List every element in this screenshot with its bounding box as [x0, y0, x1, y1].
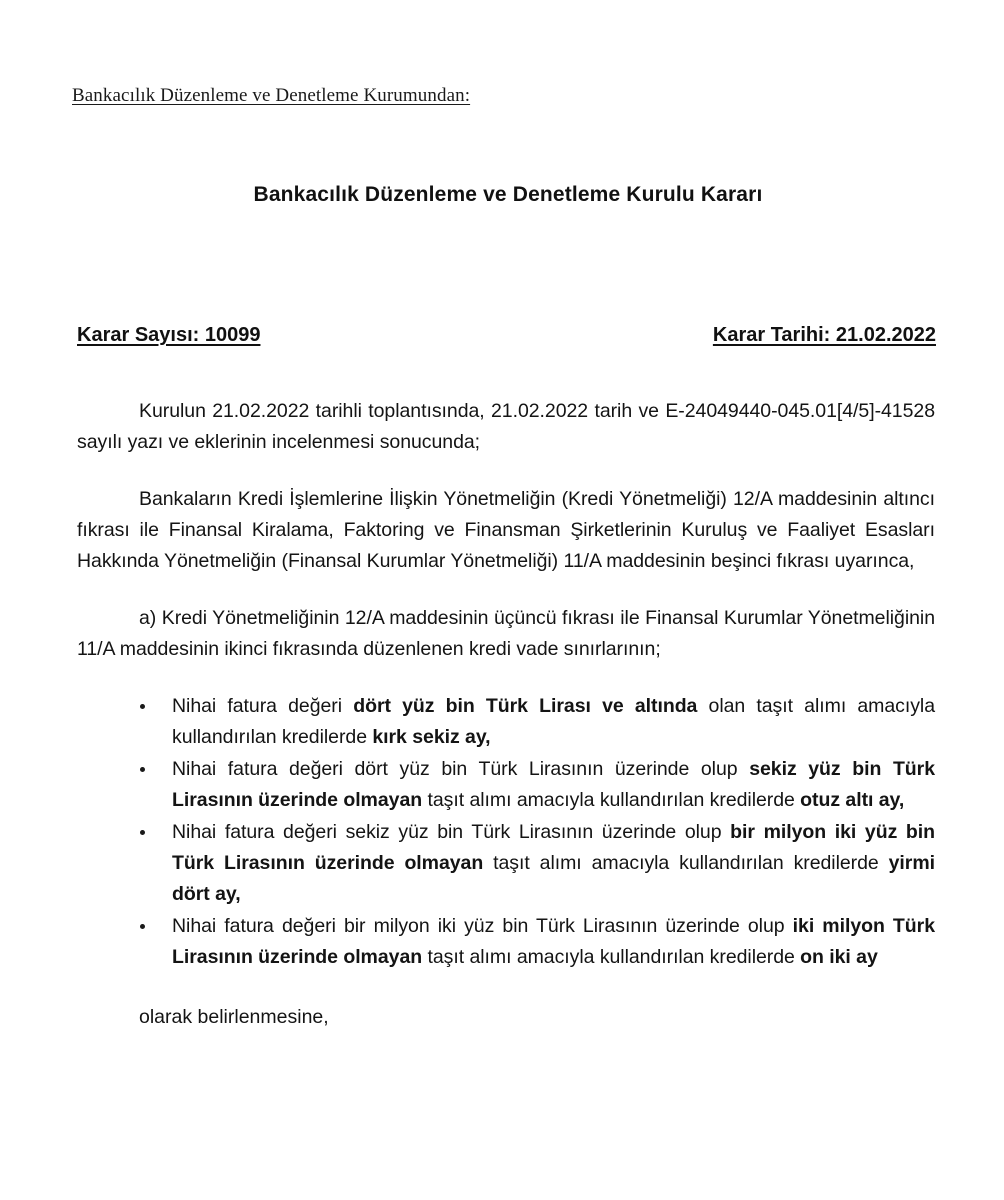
paragraph-closing: olarak belirlenmesine,: [139, 1006, 329, 1028]
decision-meta-row: [77, 322, 936, 348]
list-item: [77, 817, 935, 910]
list-item: [77, 691, 935, 753]
plain-text: taşıt alımı amacıyla kullandırılan kredilerde: [422, 946, 801, 968]
emphasis-text: sekiz yüz bin Türk Lirasının üzerinde olmayan: [172, 758, 936, 811]
emphasis-text: kırk sekiz ay,: [372, 726, 491, 748]
plain-text: olan taşıt alımı amacıyla kullandırılan kredilerde: [172, 695, 936, 748]
decision-date: Karar Tarihi: 21.02.2022: [712, 324, 936, 346]
list-item: [77, 911, 935, 973]
plain-text: Nihai fatura değeri bir milyon iki yüz bin Türk Lirasının üzerinde olup: [172, 915, 793, 937]
emphasis-text: yirmi dört ay,: [172, 852, 935, 905]
issuing-authority-line: Bankacılık Düzenleme ve Denetleme Kurumundan:: [72, 85, 471, 106]
plain-text: taşıt alımı amacıyla kullandırılan kredilerde: [422, 789, 801, 811]
emphasis-text: on iki ay: [800, 946, 878, 968]
paragraph-legal-basis: Bankaların Kredi İşlemlerine İlişkin Yönetmeliğin (Kredi Yönetmeliği) 12/A maddesinin altıncı fıkrası ile Finansal Kiralama, Faktoring ve Finansman Şirketlerinin Kuruluş ve Faaliyet Esasları Hakkında Yönetmeliğin (Finansal Kurumlar Yönetmeliği) 11/A maddesinin beşinci fıkrası uyarınca,: [77, 488, 935, 572]
plain-text: Nihai fatura değeri dört yüz bin Türk Lirasının üzerinde olup: [172, 758, 750, 780]
decision-number: Karar Sayısı: 10099: [77, 324, 261, 346]
paragraph-intro: Kurulun 21.02.2022 tarihli toplantısında, 21.02.2022 tarih ve E-24049440-045.01[4/5]-41528 sayılı yazı ve eklerinin incelenmesi sonucunda;: [77, 400, 935, 453]
emphasis-text: dört yüz bin Türk Lirası ve altında: [353, 695, 698, 717]
emphasis-text: bir milyon iki yüz bin Türk Lirasının üzerinde olmayan: [172, 821, 935, 874]
plain-text: Nihai fatura değeri sekiz yüz bin Türk Lirasının üzerinde olup: [172, 821, 731, 843]
document-body: [77, 396, 935, 1033]
credit-term-limits-list: [77, 691, 935, 973]
plain-text: taşıt alımı amacıyla kullandırılan kredilerde: [483, 852, 889, 874]
page-title: Bankacılık Düzenleme ve Denetleme Kurulu Kararı: [253, 183, 763, 206]
emphasis-text: iki milyon Türk Lirasının üzerinde olmayan: [172, 915, 935, 968]
emphasis-text: otuz altı ay,: [800, 789, 905, 811]
plain-text: Nihai fatura değeri: [172, 695, 354, 717]
paragraph-item-a: a) Kredi Yönetmeliğinin 12/A maddesinin üçüncü fıkrası ile Finansal Kurumlar Yönetmeliğinin 11/A maddesinin ikinci fıkrasında düzenlenen kredi vade sınırlarının;: [77, 607, 935, 660]
list-item: [77, 754, 935, 816]
